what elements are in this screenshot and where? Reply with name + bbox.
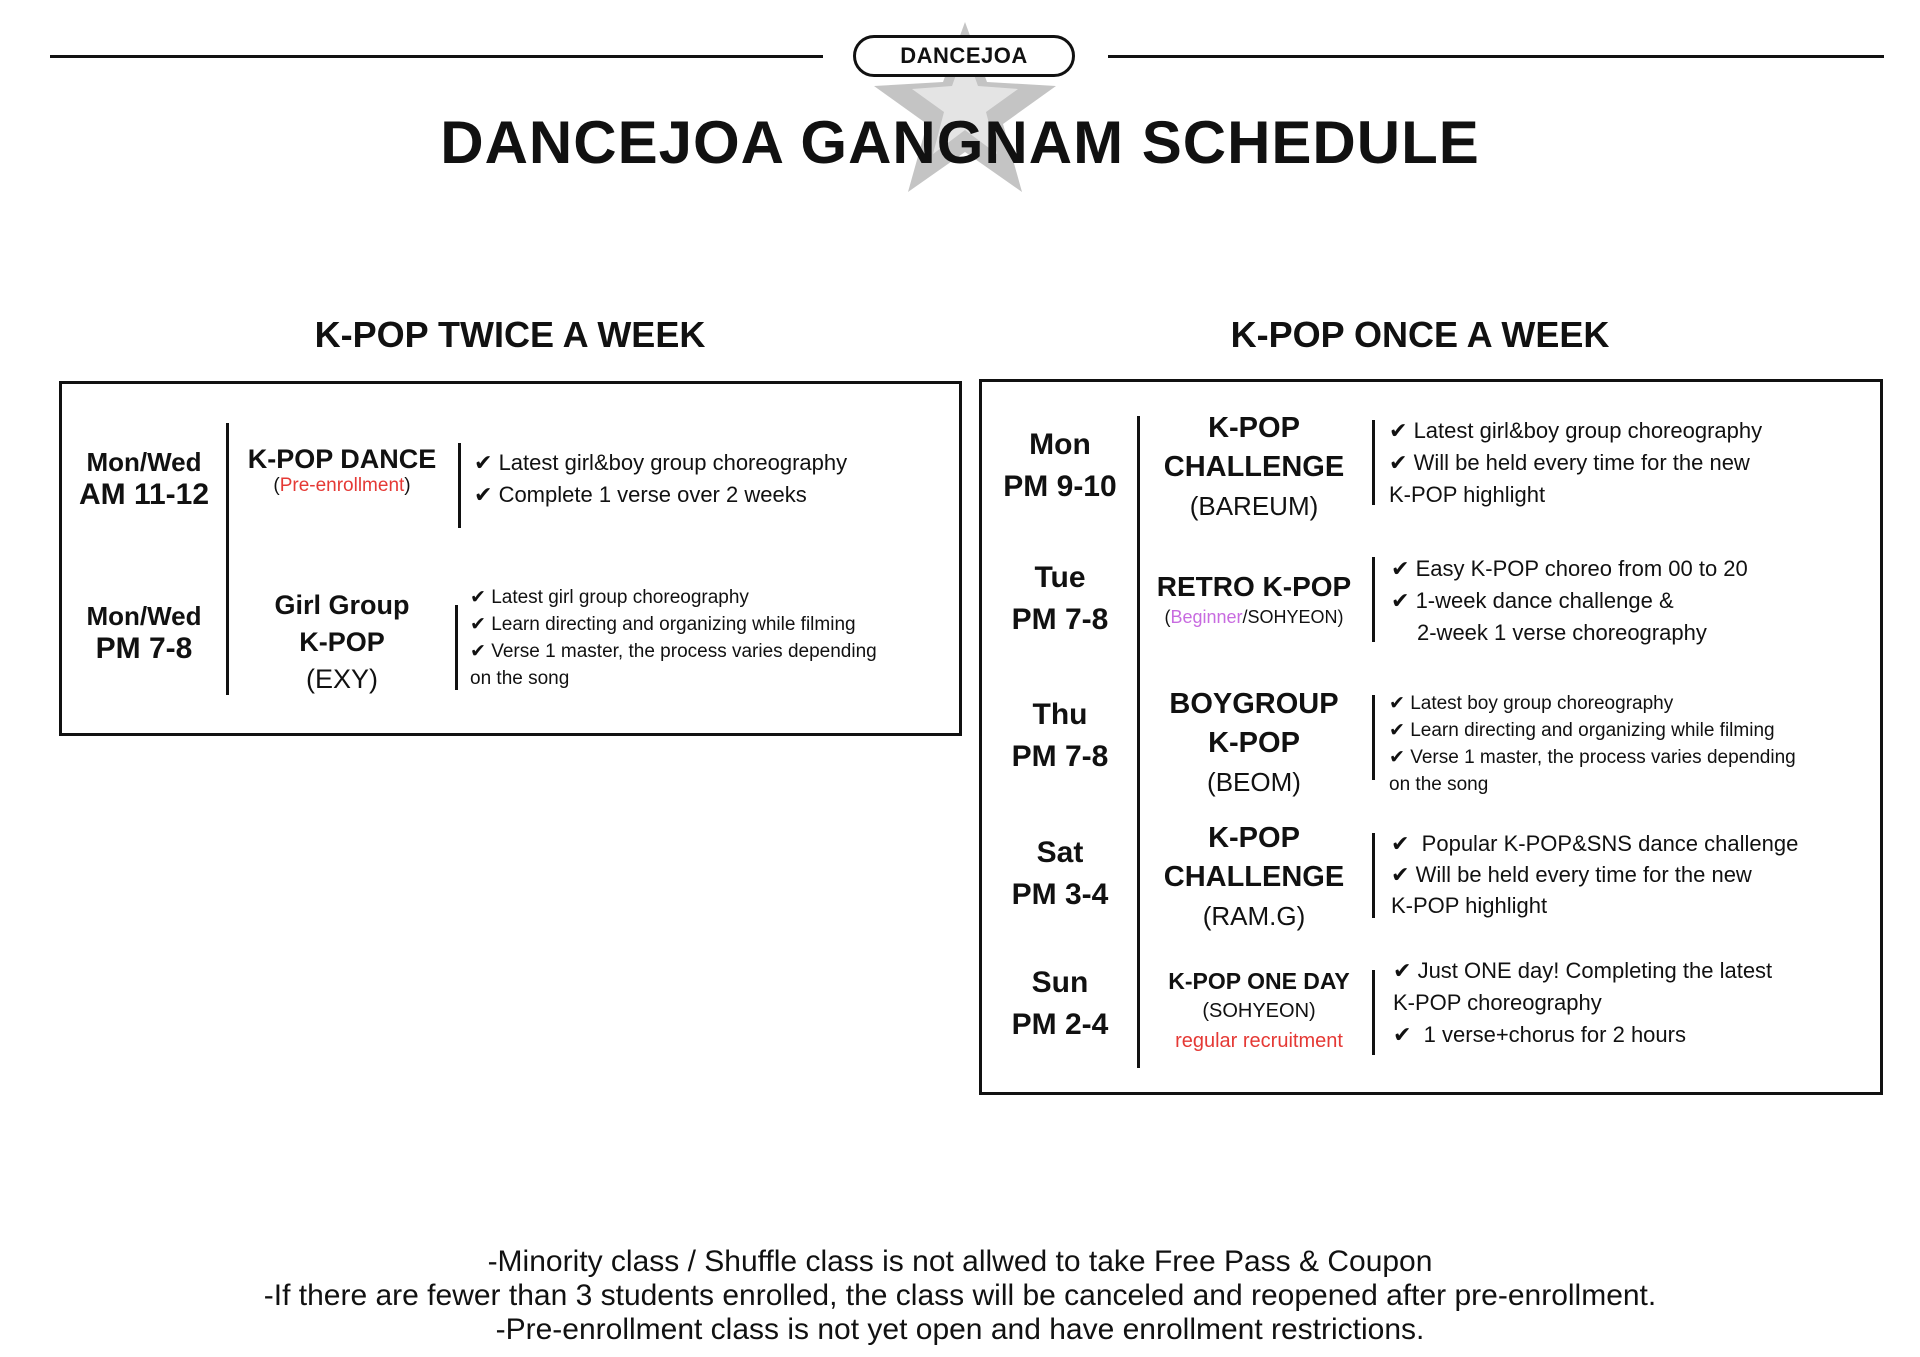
instructor-name: (SOHYEON) bbox=[1202, 1000, 1316, 1022]
list-item: ✔ Verse 1 master, the process varies depending bbox=[1389, 747, 1796, 768]
list-item-continued: K-POP highlight bbox=[1389, 482, 1546, 507]
class-description bbox=[1391, 828, 1798, 921]
class-name: CHALLENGE bbox=[1163, 451, 1345, 483]
brand-badge: DANCEJOA bbox=[853, 35, 1075, 77]
instructor-name: (EXY) bbox=[305, 664, 378, 694]
section-title-twice: K-POP TWICE A WEEK bbox=[314, 314, 706, 355]
list-item: ✔ Popular K-POP&SNS dance challenge bbox=[1391, 831, 1799, 856]
class-description bbox=[470, 584, 877, 692]
check-icon: ✔ bbox=[1391, 588, 1410, 613]
check-icon: ✔ bbox=[1391, 862, 1410, 887]
instructor-name: (RAM.G) bbox=[1202, 901, 1306, 931]
class-name: Girl Group bbox=[274, 590, 410, 620]
class-description bbox=[474, 447, 847, 511]
class-note: (Pre-enrollment) bbox=[273, 475, 411, 496]
class-info bbox=[236, 444, 448, 497]
day-label: Tue bbox=[1034, 561, 1086, 594]
divider bbox=[455, 605, 458, 690]
class-description bbox=[1391, 553, 1748, 649]
note-line: -If there are fewer than 3 students enrolled, the class will be canceled and reopened after pre-enrollment. bbox=[263, 1279, 1657, 1312]
divider bbox=[458, 443, 461, 528]
class-time bbox=[987, 694, 1133, 778]
page-title: DANCEJOA GANGNAM SCHEDULE bbox=[440, 109, 1480, 176]
list-item-continued: on the song bbox=[1389, 774, 1489, 795]
list-item: ✔ Latest girl group choreography bbox=[470, 587, 749, 608]
time-label: PM 9-10 bbox=[1003, 470, 1117, 503]
class-name: K-POP ONE DAY bbox=[1168, 968, 1350, 994]
instructor-name: (BAREUM) bbox=[1189, 491, 1319, 521]
check-icon: ✔ bbox=[474, 450, 493, 475]
class-info bbox=[1144, 966, 1374, 1056]
check-icon: ✔ bbox=[1393, 958, 1412, 983]
class-time bbox=[987, 962, 1133, 1046]
list-item: ✔ Learn directing and organizing while filming bbox=[1389, 720, 1775, 741]
list-item: ✔ Will be held every time for the new bbox=[1391, 862, 1752, 887]
day-label: Sun bbox=[1031, 966, 1089, 999]
list-item: ✔ Will be held every time for the new bbox=[1389, 450, 1750, 475]
list-item-continued: K-POP choreography bbox=[1393, 990, 1602, 1015]
class-time bbox=[70, 447, 218, 512]
header-rule-right bbox=[1108, 55, 1884, 58]
time-label: AM 11-12 bbox=[78, 478, 210, 511]
day-label: Mon bbox=[1029, 428, 1091, 461]
schedule-panel-once bbox=[979, 379, 1883, 1095]
footer-notes bbox=[0, 1245, 1920, 1347]
class-description bbox=[1393, 955, 1772, 1051]
day-label: Sat bbox=[1036, 836, 1084, 869]
class-note: (Beginner/SOHYEON) bbox=[1164, 607, 1344, 627]
list-item: ✔ 1-week dance challenge & bbox=[1391, 588, 1674, 613]
list-item: ✔ Verse 1 master, the process varies depending bbox=[470, 641, 877, 662]
check-icon: ✔ bbox=[1389, 450, 1408, 475]
check-icon: ✔ bbox=[1389, 720, 1405, 741]
time-label: PM 7-8 bbox=[95, 632, 193, 665]
class-name: K-POP bbox=[1208, 822, 1300, 854]
check-icon: ✔ bbox=[1391, 831, 1410, 856]
divider bbox=[1372, 833, 1375, 918]
class-info bbox=[1144, 409, 1364, 526]
check-icon: ✔ bbox=[1393, 1022, 1412, 1047]
check-icon: ✔ bbox=[470, 587, 486, 608]
beginner-tag: Beginner bbox=[1170, 607, 1243, 627]
check-icon: ✔ bbox=[1389, 747, 1405, 768]
class-info bbox=[1144, 685, 1364, 802]
list-item: ✔ Learn directing and organizing while filming bbox=[470, 614, 856, 635]
list-item: ✔ Complete 1 verse over 2 weeks bbox=[474, 482, 807, 507]
class-time bbox=[987, 424, 1133, 508]
class-name: K-POP bbox=[1208, 727, 1300, 759]
time-label: PM 7-8 bbox=[1011, 740, 1109, 773]
list-item: ✔ 1 verse+chorus for 2 hours bbox=[1393, 1022, 1686, 1047]
header-rule-left bbox=[50, 55, 823, 58]
class-time bbox=[70, 601, 218, 666]
divider bbox=[1372, 557, 1375, 642]
class-name: BOYGROUP bbox=[1169, 688, 1339, 720]
check-icon: ✔ bbox=[470, 641, 486, 662]
class-info bbox=[1144, 571, 1364, 628]
day-label: Mon/Wed bbox=[86, 601, 202, 631]
list-item: ✔ Latest girl&boy group choreography bbox=[474, 450, 848, 475]
class-name: RETRO K-POP bbox=[1156, 571, 1352, 602]
day-label: Thu bbox=[1032, 698, 1088, 731]
instructor-name: (BEOM) bbox=[1207, 767, 1301, 797]
class-name: K-POP DANCE bbox=[247, 444, 437, 474]
class-time bbox=[987, 557, 1133, 641]
divider bbox=[1372, 420, 1375, 505]
list-item: ✔ Latest girl&boy group choreography bbox=[1389, 418, 1763, 443]
note-line: -Minority class / Shuffle class is not allwed to take Free Pass & Coupon bbox=[487, 1245, 1433, 1278]
recruitment-tag: regular recruitment bbox=[1175, 1030, 1343, 1052]
check-icon: ✔ bbox=[470, 614, 486, 635]
check-icon: ✔ bbox=[474, 482, 493, 507]
list-item-continued: on the song bbox=[470, 668, 570, 689]
list-item-continued: 2-week 1 verse choreography bbox=[1417, 620, 1707, 645]
check-icon: ✔ bbox=[1391, 556, 1410, 581]
class-name: CHALLENGE bbox=[1163, 861, 1345, 893]
list-item: ✔ Just ONE day! Completing the latest bbox=[1393, 958, 1773, 983]
note-line: -Pre-enrollment class is not yet open and have enrollment restrictions. bbox=[495, 1313, 1425, 1346]
divider bbox=[1137, 416, 1140, 1068]
pre-enrollment-tag: Pre-enrollment bbox=[279, 475, 405, 496]
divider bbox=[226, 423, 229, 695]
time-label: PM 3-4 bbox=[1011, 878, 1109, 911]
class-time bbox=[987, 832, 1133, 916]
time-label: PM 7-8 bbox=[1011, 603, 1109, 636]
list-item: ✔ Easy K-POP choreo from 00 to 20 bbox=[1391, 556, 1748, 581]
class-description bbox=[1389, 690, 1796, 798]
section-title-once: K-POP ONCE A WEEK bbox=[1230, 314, 1610, 355]
class-name: K-POP bbox=[299, 627, 385, 657]
class-description bbox=[1389, 415, 1762, 511]
schedule-panel-twice bbox=[59, 381, 962, 736]
list-item-continued: K-POP highlight bbox=[1391, 893, 1548, 918]
time-label: PM 2-4 bbox=[1011, 1008, 1109, 1041]
divider bbox=[1372, 695, 1375, 780]
day-label: Mon/Wed bbox=[86, 447, 202, 477]
class-name: K-POP bbox=[1208, 412, 1300, 444]
check-icon: ✔ bbox=[1389, 693, 1405, 714]
class-info bbox=[236, 587, 448, 698]
list-item: ✔ Latest boy group choreography bbox=[1389, 693, 1674, 714]
class-info bbox=[1144, 819, 1364, 936]
check-icon: ✔ bbox=[1389, 418, 1408, 443]
